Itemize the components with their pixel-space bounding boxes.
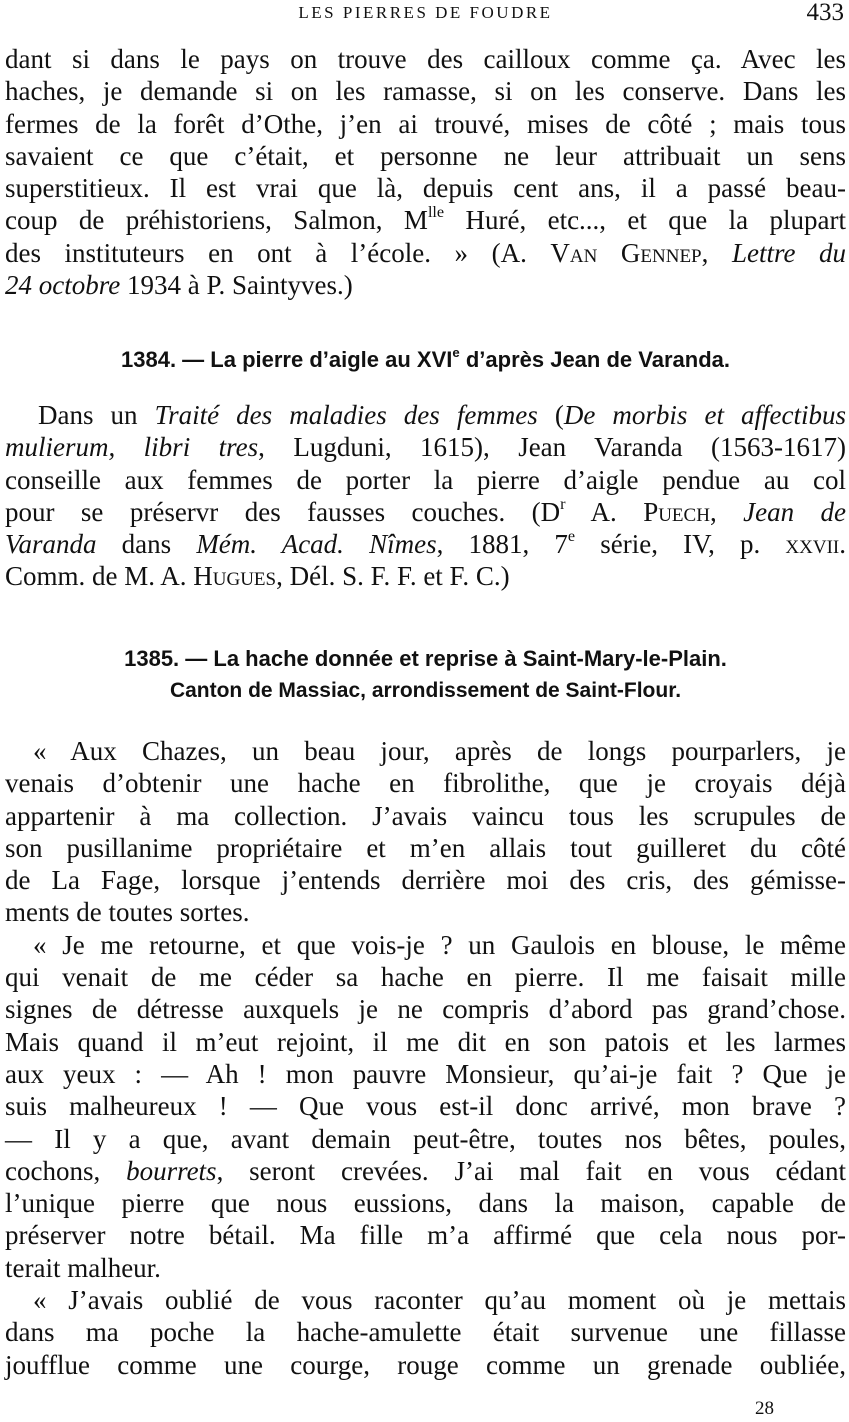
text-line: terait malheur. (5, 1252, 161, 1283)
continuation-paragraph (5, 43, 846, 301)
text-line: qui venait de me céder sa hache en pierre. Il me faisait mille (5, 962, 846, 993)
text-line: cochons, bourrets, seront crevées. J’ai mal fait en vous cédant (5, 1155, 847, 1186)
running-title: LES PIERRES DE FOUDRE (298, 3, 553, 22)
text-line: suis malheureux ! — Que vous est-il donc arrivé, mon brave ? (5, 1091, 846, 1122)
text-line: coup de préhistoriens, Salmon, $M^{lle}$ Huré, etc..., et que la plupart (5, 203, 846, 236)
text-line: 24 octobre 1934 à P. Saintyves.) (5, 270, 353, 301)
signature-mark: 28 (755, 1398, 774, 1419)
text-line: Dans un Traité des maladies des femmes (De morbis et affectibus (38, 400, 846, 430)
text-line: « J’avais oublié de vous raconter qu’au moment où je mettais (33, 1285, 846, 1316)
text-line: dant si dans le pays on trouve des cailloux comme ça. Avec les (5, 44, 846, 74)
text-line: Mais quand il m’eut rejoint, il me dit en son patois et les larmes (5, 1026, 846, 1057)
text-line: dans ma poche la hache-amulette était survenue une fillasse (5, 1317, 846, 1348)
page-number: 433 (806, 0, 844, 26)
text-line: superstitieux. Il est vrai que là, depuis cent ans, il a passé beau- (5, 173, 846, 204)
text-line: « Aux Chazes, un beau jour, après de longs pourparlers, je (33, 736, 846, 766)
text-line: — Il y a que, avant demain peut-être, toutes nos bêtes, poules, (5, 1123, 846, 1154)
section-heading-1385: 1385. — La hache donnée et reprise à Saint-Mary-le-Plain. (124, 646, 727, 671)
section-heading-1384: 1384. — La pierre d’aigle au XVIe d’après Jean de Varanda. (121, 345, 730, 372)
text-line: « Je me retourne, et que vois-je ? un Gaulois en blouse, le même (33, 929, 846, 960)
text-line: son pusillanime propriétaire et m’en allais tout guilleret du côté (5, 832, 846, 863)
page-header (5, 0, 846, 28)
text-line: l’unique pierre que nous eussions, dans la maison, capable de (5, 1188, 846, 1219)
text-line: Comm. de M. A. Hugues, Dél. S. F. F. et F. C.) (5, 561, 510, 592)
text-line: haches, je demande si on les ramasse, si on les conserve. Dans les (5, 76, 846, 107)
section-1385-body (5, 735, 846, 1381)
text-line: ments de toutes sortes. (5, 897, 250, 928)
text-line: aux yeux : — Ah ! mon pauvre Monsieur, qu’ai-je fait ? Que je (5, 1058, 846, 1089)
section-subheading-1385: Canton de Massiac, arrondissement de Saint-Flour. (169, 679, 682, 702)
text-line: Varanda dans Mém. Acad. Nîmes, 1881, 7e série, IV, p. xxvii. (5, 527, 846, 560)
text-line: pour se préservr des fausses couches. ($D^r$ A. Puech, Jean de (5, 494, 847, 527)
text-line: mulierum, libri tres, Lugduni, 1615), Jean Varanda (1563-1617) (5, 432, 846, 463)
text-line: savaient ce que c’était, et personne ne leur attribuait un sens (5, 140, 846, 171)
section-1384-paragraph (5, 399, 846, 593)
text-line: signes de détresse auxquels je ne compris d’abord pas grand’chose. (5, 994, 846, 1025)
text-line: joufflue comme une courge, rouge comme un grenade oubliée, (5, 1349, 846, 1380)
text-line: des instituteurs en ont à l’école. » (A. Van Gennep, Lettre du (5, 237, 846, 268)
text-line: fermes de la forêt d’Othe, j’en ai trouvé, mises de côté ; mais tous (5, 108, 846, 139)
text-line: appartenir à ma collection. J’avais vaincu tous les scrupules de (5, 800, 846, 831)
author-name: Van Gennep (550, 237, 702, 268)
text-line: conseille aux femmes de porter la pierre d’aigle pendue au col (5, 464, 846, 495)
text-line: venais d’obtenir une hache en fibrolithe, que je croyais déjà (5, 768, 846, 799)
text-line: préserver notre bétail. Ma fille m’a affirmé que cela nous por- (5, 1220, 846, 1251)
text-line: de La Fage, lorsque j’entends derrière moi des cris, des gémisse- (5, 865, 846, 896)
book-page (5, 0, 846, 1422)
